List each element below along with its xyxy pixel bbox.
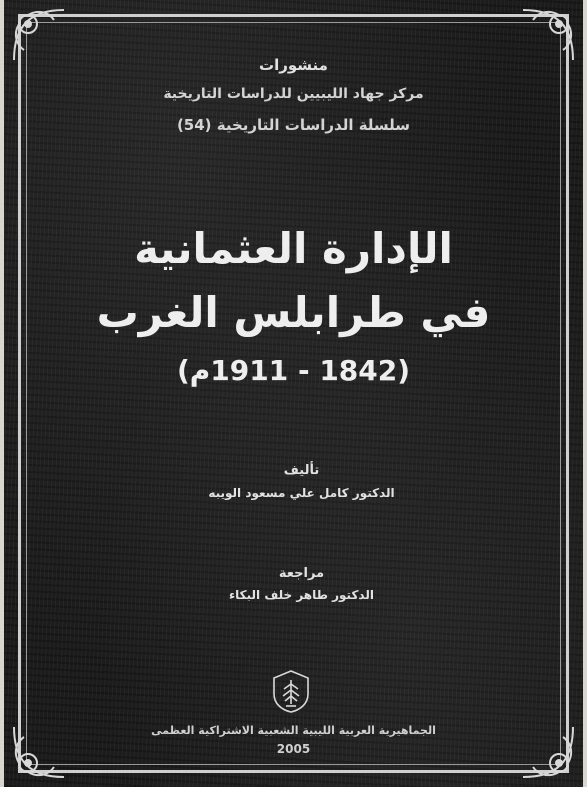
author-label: تأليف	[283, 463, 320, 478]
book-title-line1: الإدارة العثمانية	[134, 224, 453, 273]
book-cover	[4, 0, 583, 787]
series-label: سلسلة الدراسات التاريخية (54)	[176, 116, 411, 134]
review-label: مراجعة	[278, 566, 325, 581]
publisher-label: منشورات	[259, 56, 328, 74]
publisher-country: الجماهيرية العربية الليبية الشعبية الاشتراكية العظمى	[151, 724, 436, 737]
reviewer-name: الدكتور طاهر خلف البكاء	[229, 588, 374, 602]
publication-year: 2005	[276, 742, 311, 756]
publisher-name: مركز جهاد الليبيين للدراسات التاريخية	[163, 86, 424, 102]
publisher-emblem-icon	[268, 668, 314, 714]
author-name: الدكتور كامل علي مسعود الويبه	[208, 486, 395, 500]
book-title-line2: في طرابلس الغرب	[96, 288, 491, 337]
book-dates: (1842 - 1911م)	[176, 354, 411, 387]
